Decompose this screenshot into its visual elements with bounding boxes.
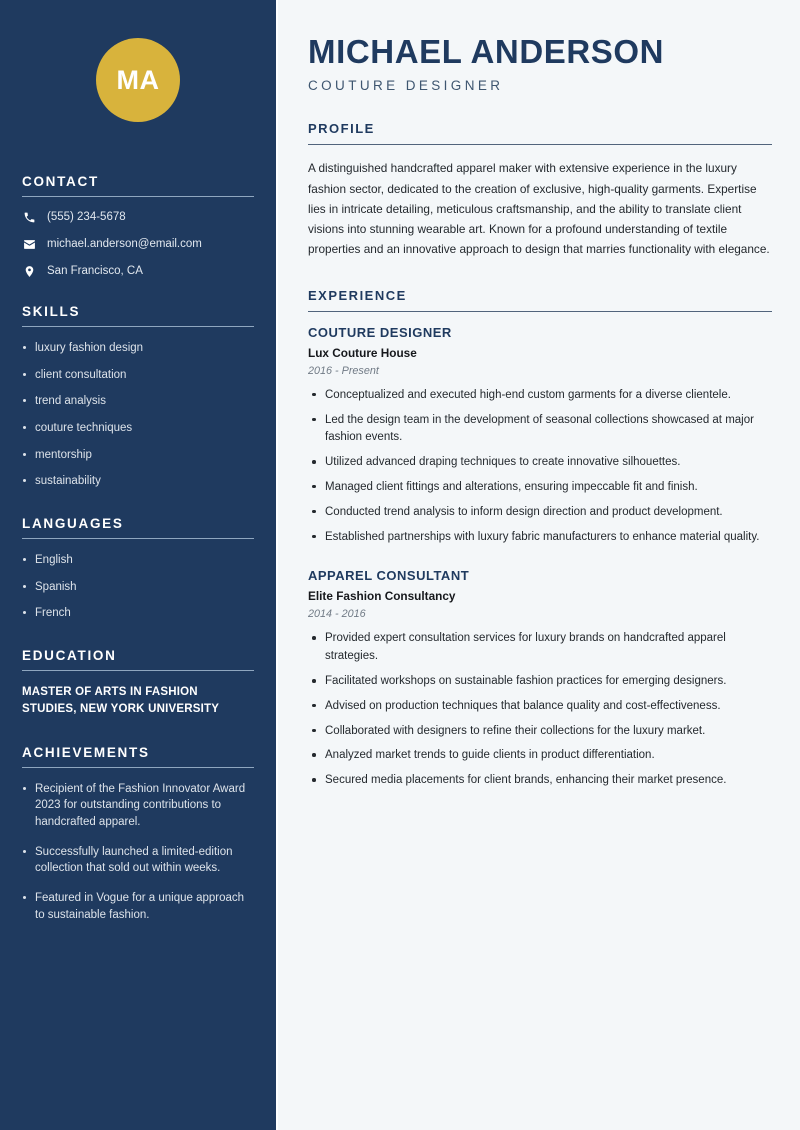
list-item: Conducted trend analysis to inform design direction and product development. [308, 504, 772, 522]
sidebar-section-education [22, 648, 254, 719]
experience-bullets [308, 630, 772, 790]
sidebar-heading-contact: CONTACT [22, 174, 99, 189]
main-content [278, 0, 800, 1130]
section-profile [308, 121, 772, 259]
job-role-subtitle: COUTURE DESIGNER [308, 78, 504, 94]
sidebar-heading-languages: LANGUAGES [22, 516, 124, 532]
divider [22, 670, 254, 671]
divider [308, 311, 772, 312]
achievements-list [22, 781, 254, 924]
list-item: Analyzed market trends to guide clients in product differentiation. [308, 747, 772, 765]
experience-dates: 2016 - Present [308, 364, 379, 377]
list-item: trend analysis [22, 393, 254, 410]
experience-bullets [308, 387, 772, 547]
location-pin-icon [22, 264, 36, 278]
heading-experience: EXPERIENCE [308, 287, 407, 303]
languages-list [22, 552, 254, 622]
list-item: sustainability [22, 473, 254, 490]
sidebar-section-contact [22, 174, 254, 278]
heading-profile: PROFILE [308, 121, 375, 137]
list-item: Conceptualized and executed high-end custom garments for a diverse clientele. [308, 387, 772, 405]
list-item: Successfully launched a limited-edition collection that sold out within weeks. [22, 844, 254, 877]
list-item: Recipient of the Fashion Innovator Award 2023 for outstanding contributions to handcrafted apparel. [22, 781, 254, 831]
list-item: Spanish [22, 579, 254, 596]
divider [22, 767, 254, 768]
experience-company: Elite Fashion Consultancy [308, 589, 456, 604]
experience-entry [308, 568, 772, 790]
list-item: Led the design team in the development of seasonal collections showcased at major fashion events. [308, 412, 772, 448]
list-item: Managed client fittings and alterations, ensuring impeccable fit and finish. [308, 479, 772, 497]
sidebar-heading-achievements: ACHIEVEMENTS [22, 744, 150, 760]
sidebar-heading-education: EDUCATION [22, 648, 117, 664]
list-item: couture techniques [22, 420, 254, 437]
list-item: Collaborated with designers to refine their collections for the luxury market. [308, 723, 772, 741]
list-item: luxury fashion design [22, 340, 254, 357]
list-item: Facilitated workshops on sustainable fashion practices for emerging designers. [308, 673, 772, 691]
contact-email-value: michael.anderson@email.com [47, 238, 202, 250]
contact-location-value: San Francisco, CA [47, 265, 143, 277]
profile-paragraph: A distinguished handcrafted apparel maker with extensive experience in the luxury fashion sector, dedicated to the creation of exclusive, high-quality garments. Expertise lies in intricate detailing, meticulous craftsmanship, and the ability to translate client visions into stunning wearable art. Known for a profound understanding of textile properties and an innovative approach to design that marries functionality with elegance. [308, 161, 770, 257]
list-item: Established partnerships with luxury fabric manufacturers to enhance material quality. [308, 529, 772, 547]
contact-item-phone[interactable] [22, 210, 254, 224]
skills-list [22, 340, 254, 490]
experience-title: APPAREL CONSULTANT [308, 568, 470, 584]
section-experience [308, 288, 772, 790]
contact-item-location[interactable] [22, 264, 254, 278]
divider [22, 538, 254, 539]
divider [308, 144, 772, 145]
contact-item-email[interactable] [22, 237, 254, 251]
list-item: Provided expert consultation services for luxury brands on handcrafted apparel strategies. [308, 630, 772, 666]
divider [22, 196, 254, 197]
education-entry: MASTER OF ARTS IN FASHION STUDIES, NEW YORK UNIVERSITY [22, 686, 220, 716]
experience-entry [308, 325, 772, 547]
page-title: MICHAEL ANDERSON [308, 33, 665, 70]
divider [22, 326, 254, 327]
list-item: Featured in Vogue for a unique approach to sustainable fashion. [22, 890, 254, 923]
list-item: French [22, 605, 254, 622]
avatar-container [22, 0, 254, 174]
phone-icon [22, 210, 36, 224]
experience-title: COUTURE DESIGNER [308, 324, 452, 340]
list-item: Advised on production techniques that balance quality and cost-effectiveness. [308, 698, 772, 716]
sidebar-section-achievements [22, 745, 254, 924]
sidebar-section-skills [22, 304, 254, 490]
list-item: English [22, 552, 254, 569]
list-item: Secured media placements for client brands, enhancing their market presence. [308, 772, 772, 790]
sidebar-section-languages [22, 516, 254, 622]
experience-company: Lux Couture House [308, 345, 417, 360]
list-item: mentorship [22, 447, 254, 464]
list-item: client consultation [22, 367, 254, 384]
avatar-initials: MA [96, 38, 180, 122]
sidebar-heading-skills: SKILLS [22, 304, 81, 319]
email-icon [22, 237, 36, 251]
sidebar [0, 0, 278, 1130]
list-item: Utilized advanced draping techniques to create innovative silhouettes. [308, 454, 772, 472]
contact-phone-value: (555) 234-5678 [47, 211, 126, 223]
experience-dates: 2014 - 2016 [308, 608, 366, 621]
